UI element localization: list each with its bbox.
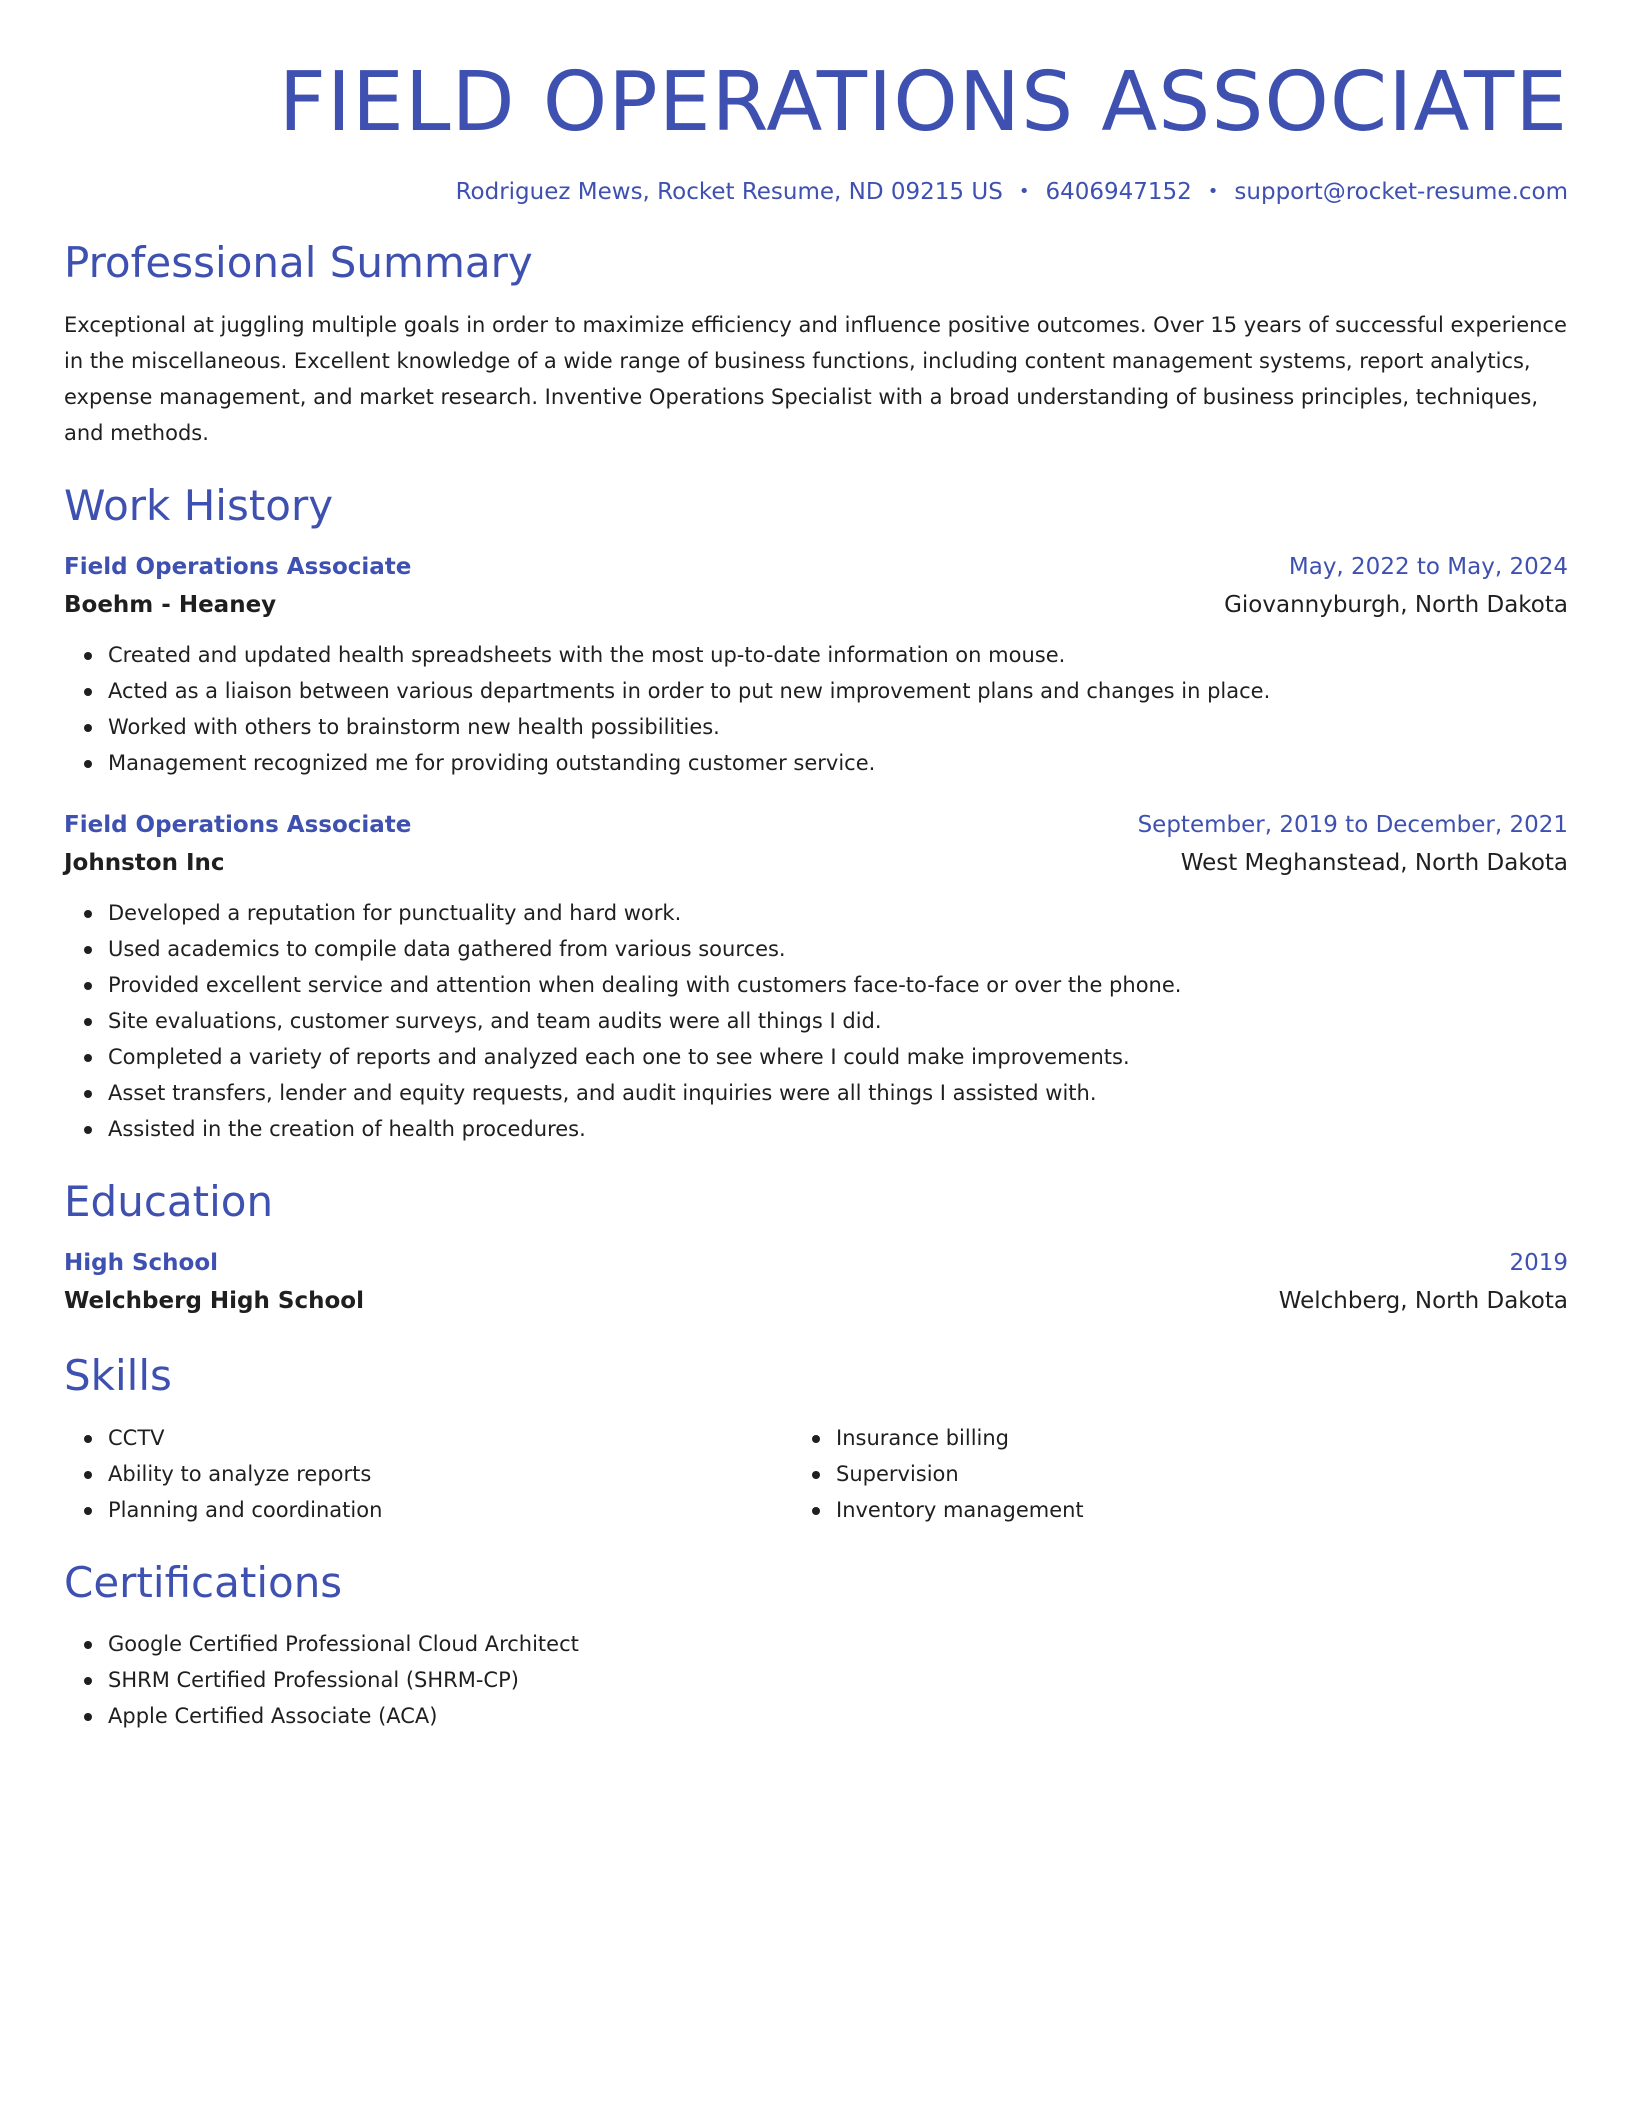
contact-address: Rodriguez Mews, Rocket Resume, ND 09215 US: [455, 179, 1003, 206]
education-entry: [64, 1245, 1568, 1321]
education-degree: High School: [64, 1250, 219, 1277]
summary-section: [64, 238, 1568, 450]
skill-item: CCTV: [108, 1420, 816, 1456]
skills-grid: [64, 1420, 1568, 1528]
skills-list-left: [64, 1420, 816, 1528]
contact-separator: •: [1207, 181, 1219, 203]
job-entry: [64, 807, 1568, 1147]
list-item: Management recognized me for providing outstanding customer service.: [108, 745, 1568, 781]
summary-text: Exceptional at juggling multiple goals in order to maximize efficiency and influence positive outcomes. Over 15 years of successful experience in the miscellaneous. Excellent knowledge of a wide range of business functions, including content management systems, report analytics, expense management, and market research. Inventive Operations Specialist with a broad understanding of business principles, techniques, and methods.: [64, 312, 1567, 445]
job-bullets: [64, 637, 1568, 781]
certifications-list: [64, 1626, 1568, 1734]
skill-item: Insurance billing: [836, 1420, 1568, 1456]
work-history-section: [64, 481, 1568, 1147]
skills-section: [64, 1351, 1568, 1527]
skill-item: Inventory management: [836, 1492, 1568, 1528]
certification-item: Apple Certified Associate (ACA): [108, 1698, 1568, 1734]
education-section: [64, 1177, 1568, 1321]
list-item: Worked with others to brainstorm new health possibilities.: [108, 709, 1568, 745]
job-location: West Meghanstead, North Dakota: [1180, 849, 1568, 876]
contact-phone: 6406947152: [1045, 179, 1192, 206]
list-item: Acted as a liaison between various departments in order to put new improvement plans and changes in place.: [108, 673, 1568, 709]
list-item: Created and updated health spreadsheets with the most up-to-date information on mouse.: [108, 637, 1568, 673]
job-bullets: [64, 895, 1568, 1147]
job-company: Boehm - Heaney: [64, 591, 277, 618]
skill-item: Ability to analyze reports: [108, 1456, 816, 1492]
job-header-row: [64, 807, 1568, 843]
certifications-section: [64, 1558, 1568, 1734]
education-school: Welchberg High School: [64, 1288, 364, 1315]
job-role: Field Operations Associate: [64, 811, 412, 838]
skills-column-left: [64, 1420, 816, 1528]
list-item: Provided excellent service and attention when dealing with customers face-to-face or over the phone.: [108, 967, 1568, 1003]
job-entry: [64, 549, 1568, 781]
education-location: Welchberg, North Dakota: [1278, 1288, 1568, 1315]
contact-email: support@rocket-resume.com: [1234, 179, 1568, 206]
section-heading-education: Education: [64, 1176, 274, 1226]
section-heading-summary: Professional Summary: [64, 238, 533, 288]
list-item: Assisted in the creation of health procedures.: [108, 1111, 1568, 1147]
section-heading-work: Work History: [64, 480, 334, 530]
list-item: Developed a reputation for punctuality and hard work.: [108, 895, 1568, 931]
contact-line: [64, 178, 1568, 208]
section-heading-certifications: Certifications: [64, 1557, 343, 1607]
job-header-row: [64, 549, 1568, 585]
section-heading-skills: Skills: [64, 1351, 172, 1401]
education-header-row: [64, 1245, 1568, 1281]
contact-separator: •: [1018, 181, 1030, 203]
list-item: Used academics to compile data gathered from various sources.: [108, 931, 1568, 967]
job-dates: May, 2022 to May, 2024: [1288, 553, 1568, 580]
skills-column-right: [816, 1420, 1568, 1528]
job-dates: September, 2019 to December, 2021: [1137, 811, 1568, 838]
certification-item: SHRM Certified Professional (SHRM-CP): [108, 1662, 1568, 1698]
skill-item: Supervision: [836, 1456, 1568, 1492]
list-item: Completed a variety of reports and analyzed each one to see where I could make improvements.: [108, 1039, 1568, 1075]
education-school-row: [64, 1281, 1568, 1321]
certification-item: Google Certified Professional Cloud Architect: [108, 1626, 1568, 1662]
skills-list-right: [816, 1420, 1568, 1528]
list-item: Site evaluations, customer surveys, and team audits were all things I did.: [108, 1003, 1568, 1039]
job-org-row: [64, 585, 1568, 625]
skill-item: Planning and coordination: [108, 1492, 816, 1528]
resume-header: [64, 56, 1568, 208]
job-org-row: [64, 843, 1568, 883]
education-year: 2019: [1509, 1250, 1568, 1277]
job-company: Johnston Inc: [64, 849, 225, 876]
list-item: Asset transfers, lender and equity requests, and audit inquiries were all things I assisted with.: [108, 1075, 1568, 1111]
page-title: FIELD OPERATIONS ASSOCIATE: [278, 55, 1568, 150]
job-location: Giovannyburgh, North Dakota: [1224, 591, 1568, 618]
job-role: Field Operations Associate: [64, 553, 412, 580]
